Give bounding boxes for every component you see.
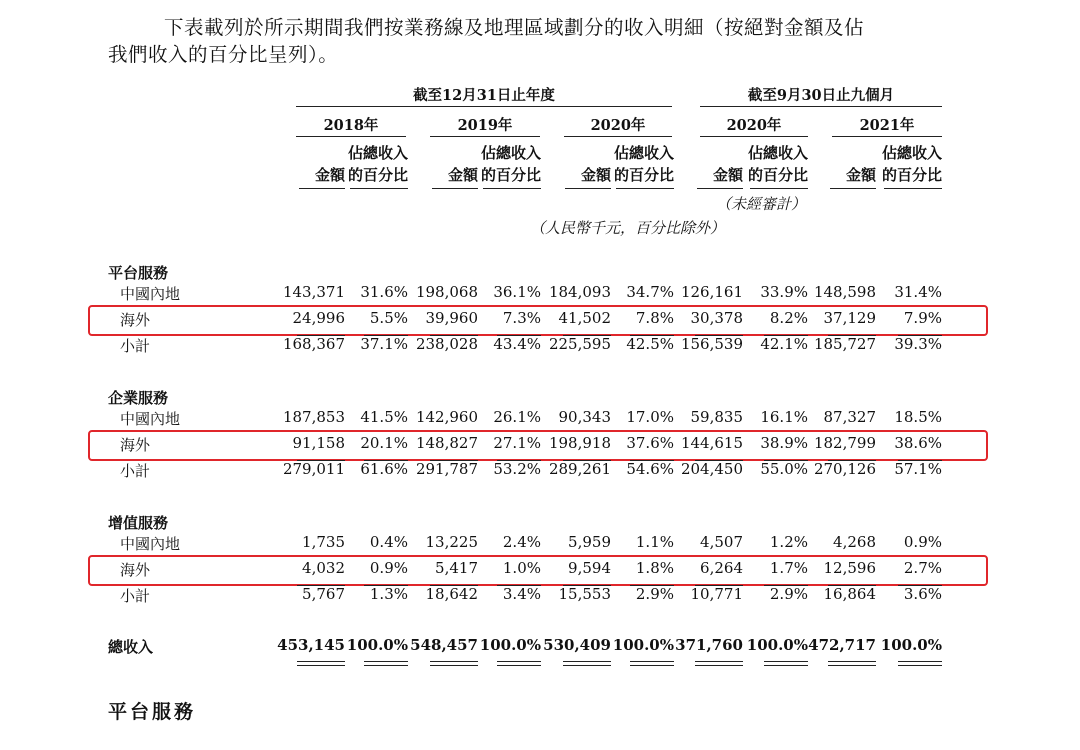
- table-cell: 2.4%: [502, 533, 541, 551]
- total-double-rule: [563, 661, 611, 662]
- header-group-ninemonths-rule: [700, 106, 942, 107]
- table-cell: 39,960: [425, 309, 478, 327]
- table-cell: 33.9%: [760, 283, 808, 301]
- table-cell: 279,011: [282, 460, 345, 478]
- percent-subheader-line2: 的百分比: [882, 166, 943, 184]
- table-cell: 238,028: [415, 335, 478, 353]
- table-cell: 4,507: [700, 533, 743, 551]
- year-header-2020-nine: 2020年: [726, 117, 782, 134]
- table-cell: 148,827: [415, 434, 478, 452]
- total-double-rule: [563, 665, 611, 666]
- table-cell: 17.0%: [626, 408, 674, 426]
- table-cell: 3.4%: [502, 585, 541, 603]
- table-cell: 5.5%: [369, 309, 408, 327]
- table-cell: 31.6%: [360, 283, 408, 301]
- subheader-rule: [432, 188, 478, 189]
- table-cell: 10,771: [690, 585, 743, 603]
- table-cell: 0.9%: [903, 533, 942, 551]
- percent-subheader-line2: 的百分比: [348, 166, 409, 184]
- total-double-rule: [695, 665, 743, 666]
- table-cell: 12,596: [823, 559, 876, 577]
- table-cell: 2.9%: [635, 585, 674, 603]
- row-label: 中國內地: [120, 285, 181, 303]
- bottom-section-heading: 平台服務: [108, 701, 197, 723]
- table-cell: 2.9%: [769, 585, 808, 603]
- total-double-rule: [630, 661, 674, 662]
- table-cell: 16.1%: [760, 408, 808, 426]
- percent-subheader-line1: 佔總收入: [348, 144, 409, 162]
- table-cell: 41.5%: [360, 408, 408, 426]
- table-cell: 270,126: [813, 460, 876, 478]
- table-cell: 37.6%: [626, 434, 674, 452]
- total-double-rule: [828, 661, 876, 662]
- table-cell: 30,378: [690, 309, 743, 327]
- total-cell: 100.0%: [346, 636, 408, 654]
- table-cell: 87,327: [823, 408, 876, 426]
- table-cell: 15,553: [558, 585, 611, 603]
- subheader-rule: [350, 188, 408, 189]
- amount-subheader: 金額: [845, 166, 876, 184]
- section-title: 企業服務: [108, 389, 169, 407]
- table-cell: 8.2%: [769, 309, 808, 327]
- year-rule: [564, 136, 672, 137]
- table-cell: 7.8%: [635, 309, 674, 327]
- table-cell: 204,450: [680, 460, 743, 478]
- total-double-rule: [764, 661, 808, 662]
- table-cell: 57.1%: [894, 460, 942, 478]
- table-cell: 198,068: [415, 283, 478, 301]
- table-cell: 1.0%: [502, 559, 541, 577]
- units-note: （人民幣千元，百分比除外）: [530, 219, 726, 237]
- total-cell: 100.0%: [746, 636, 808, 654]
- percent-subheader-line1: 佔總收入: [748, 144, 809, 162]
- row-label: 小計: [120, 587, 151, 605]
- table-cell: 18.5%: [894, 408, 942, 426]
- table-cell: 4,268: [833, 533, 876, 551]
- table-cell: 24,996: [292, 309, 345, 327]
- total-double-rule: [695, 661, 743, 662]
- table-cell: 7.9%: [903, 309, 942, 327]
- total-cell: 100.0%: [612, 636, 674, 654]
- table-cell: 5,767: [302, 585, 345, 603]
- total-cell: 530,409: [543, 636, 611, 654]
- total-double-rule: [430, 665, 478, 666]
- table-cell: 38.6%: [894, 434, 942, 452]
- total-cell: 100.0%: [479, 636, 541, 654]
- table-cell: 38.9%: [760, 434, 808, 452]
- table-cell: 0.4%: [369, 533, 408, 551]
- table-cell: 0.9%: [369, 559, 408, 577]
- table-cell: 2.7%: [903, 559, 942, 577]
- table-cell: 37,129: [823, 309, 876, 327]
- header-group-year: 截至12月31日止年度: [413, 87, 555, 104]
- total-double-rule: [297, 665, 345, 666]
- row-label: 海外: [120, 561, 151, 579]
- table-cell: 34.7%: [626, 283, 674, 301]
- table-cell: 1.7%: [769, 559, 808, 577]
- table-cell: 7.3%: [502, 309, 541, 327]
- table-cell: 184,093: [548, 283, 611, 301]
- intro-line-1: 下表載列於所示期間我們按業務線及地理區域劃分的收入明細（按絕對金額及佔: [164, 16, 865, 39]
- total-label: 總收入: [108, 638, 154, 656]
- section-title: 平台服務: [108, 264, 169, 282]
- table-cell: 18,642: [425, 585, 478, 603]
- total-double-rule: [497, 665, 541, 666]
- total-double-rule: [898, 665, 942, 666]
- total-double-rule: [630, 665, 674, 666]
- table-cell: 1,735: [302, 533, 345, 551]
- table-cell: 182,799: [813, 434, 876, 452]
- total-double-rule: [764, 665, 808, 666]
- row-label: 小計: [120, 337, 151, 355]
- table-cell: 1.8%: [635, 559, 674, 577]
- subheader-rule: [697, 188, 743, 189]
- subheader-rule: [884, 188, 942, 189]
- subheader-rule: [750, 188, 808, 189]
- year-header-2018: 2018年: [323, 117, 379, 134]
- table-cell: 168,367: [282, 335, 345, 353]
- total-double-rule: [364, 661, 408, 662]
- total-cell: 548,457: [410, 636, 478, 654]
- table-cell: 27.1%: [493, 434, 541, 452]
- table-cell: 31.4%: [894, 283, 942, 301]
- year-rule: [832, 136, 942, 137]
- table-cell: 36.1%: [493, 283, 541, 301]
- percent-subheader-line2: 的百分比: [748, 166, 809, 184]
- table-cell: 1.3%: [369, 585, 408, 603]
- table-cell: 39.3%: [894, 335, 942, 353]
- amount-subheader: 金額: [314, 166, 345, 184]
- unaudited-note: （未經審計）: [716, 195, 807, 213]
- year-header-2020: 2020年: [590, 117, 646, 134]
- table-cell: 43.4%: [493, 335, 541, 353]
- table-cell: 61.6%: [360, 460, 408, 478]
- table-cell: 198,918: [548, 434, 611, 452]
- amount-subheader: 金額: [580, 166, 611, 184]
- subheader-rule: [483, 188, 541, 189]
- table-cell: 59,835: [690, 408, 743, 426]
- subheader-rule: [830, 188, 876, 189]
- total-double-rule: [430, 661, 478, 662]
- table-cell: 1.1%: [635, 533, 674, 551]
- table-cell: 4,032: [302, 559, 345, 577]
- row-label: 海外: [120, 311, 151, 329]
- row-label: 中國內地: [120, 410, 181, 428]
- total-cell: 371,760: [675, 636, 743, 654]
- total-double-rule: [364, 665, 408, 666]
- subheader-rule: [616, 188, 674, 189]
- table-cell: 126,161: [680, 283, 743, 301]
- total-cell: 472,717: [808, 636, 876, 654]
- intro-line-2: 我們收入的百分比呈列）。: [108, 43, 339, 66]
- table-cell: 6,264: [700, 559, 743, 577]
- table-cell: 143,371: [282, 283, 345, 301]
- row-label: 中國內地: [120, 535, 181, 553]
- total-double-rule: [297, 661, 345, 662]
- table-cell: 41,502: [558, 309, 611, 327]
- year-rule: [430, 136, 540, 137]
- section-title: 增值服務: [108, 514, 169, 532]
- table-cell: 5,417: [435, 559, 478, 577]
- table-cell: 53.2%: [493, 460, 541, 478]
- percent-subheader-line2: 的百分比: [614, 166, 675, 184]
- table-cell: 9,594: [568, 559, 611, 577]
- year-rule: [296, 136, 406, 137]
- table-cell: 55.0%: [760, 460, 808, 478]
- table-cell: 144,615: [680, 434, 743, 452]
- table-cell: 42.1%: [760, 335, 808, 353]
- row-label: 海外: [120, 436, 151, 454]
- subheader-rule: [565, 188, 611, 189]
- table-cell: 16,864: [823, 585, 876, 603]
- table-cell: 289,261: [548, 460, 611, 478]
- table-cell: 20.1%: [360, 434, 408, 452]
- percent-subheader-line1: 佔總收入: [882, 144, 943, 162]
- total-cell: 100.0%: [880, 636, 942, 654]
- intro-paragraph: [108, 14, 958, 68]
- table-cell: 54.6%: [626, 460, 674, 478]
- total-double-rule: [828, 665, 876, 666]
- table-cell: 225,595: [548, 335, 611, 353]
- year-header-2019: 2019年: [457, 117, 513, 134]
- amount-subheader: 金額: [447, 166, 478, 184]
- year-rule: [700, 136, 808, 137]
- table-cell: 185,727: [813, 335, 876, 353]
- table-cell: 90,343: [558, 408, 611, 426]
- total-double-rule: [497, 661, 541, 662]
- percent-subheader-line2: 的百分比: [481, 166, 542, 184]
- header-group-year-rule: [296, 106, 672, 107]
- year-header-2021-nine: 2021年: [859, 117, 915, 134]
- table-cell: 148,598: [813, 283, 876, 301]
- table-cell: 42.5%: [626, 335, 674, 353]
- table-cell: 142,960: [415, 408, 478, 426]
- table-cell: 91,158: [292, 434, 345, 452]
- table-cell: 13,225: [425, 533, 478, 551]
- header-group-ninemonths: 截至9月30日止九個月: [747, 87, 895, 104]
- total-cell: 453,145: [277, 636, 345, 654]
- table-cell: 187,853: [282, 408, 345, 426]
- table-cell: 26.1%: [493, 408, 541, 426]
- table-cell: 37.1%: [360, 335, 408, 353]
- subheader-rule: [299, 188, 345, 189]
- table-cell: 291,787: [415, 460, 478, 478]
- table-cell: 3.6%: [903, 585, 942, 603]
- row-label: 小計: [120, 462, 151, 480]
- table-cell: 5,959: [568, 533, 611, 551]
- table-cell: 1.2%: [769, 533, 808, 551]
- amount-subheader: 金額: [712, 166, 743, 184]
- percent-subheader-line1: 佔總收入: [481, 144, 542, 162]
- percent-subheader-line1: 佔總收入: [614, 144, 675, 162]
- total-double-rule: [898, 661, 942, 662]
- table-cell: 156,539: [680, 335, 743, 353]
